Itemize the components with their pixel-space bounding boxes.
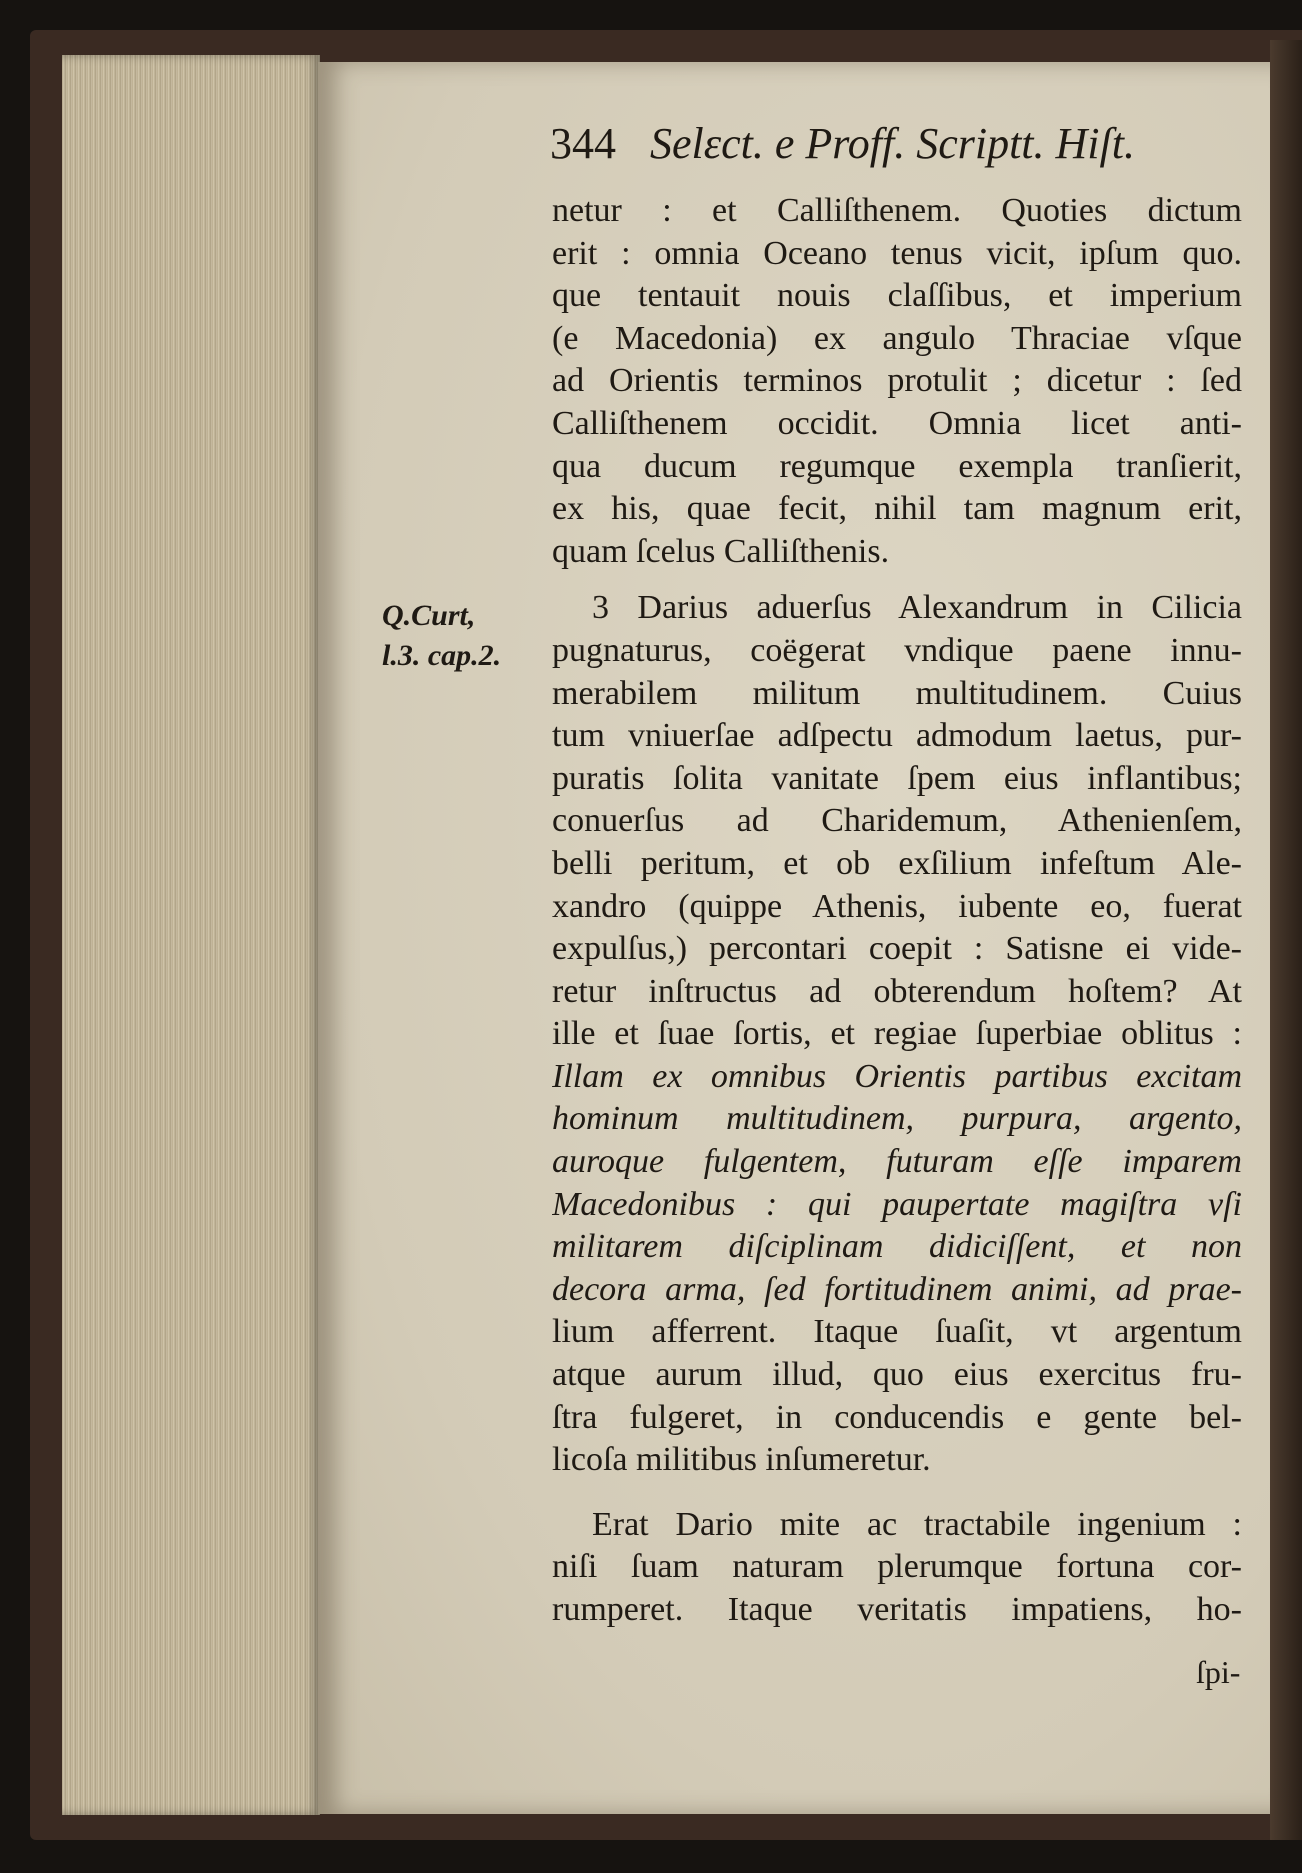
text-line: atque aurum illud, quo eius exercitus fru- [552, 1356, 1242, 1394]
margin-note [382, 596, 552, 676]
text-line: Macedonibus : qui paupertate magiſtra vſi [552, 1185, 1242, 1223]
text-line: quam ſcelus Calliſthenis. [552, 532, 890, 570]
text-line: (e Macedonia) ex angulo Thraciae vſque [552, 319, 1242, 357]
text-line: retur inſtructus ad obterendum hoſtem? At [552, 972, 1242, 1010]
text-line: ex his, quae fecit, nihil tam magnum erit, [552, 490, 1242, 528]
text-line: rumperet. Itaque veritatis impatiens, ho- [552, 1591, 1242, 1628]
margin-note-line: Q.Curt, [382, 599, 476, 632]
page-header [550, 118, 1230, 169]
text-line: xandro (quippe Athenis, iubente eo, fuerat [552, 887, 1242, 925]
text-line: belli peritum, et ob exſilium infeſtum Ale- [552, 844, 1242, 882]
body-text [552, 190, 1242, 1632]
text-line: tum vniuerſae adſpectu admodum laetus, pur- [552, 717, 1242, 755]
text-line: auroque fulgentem, futuram eſſe imparem [552, 1143, 1242, 1181]
catchword: ſpi- [1196, 1654, 1241, 1690]
text-line: 3 Darius aduerſus Alexandrum in Cilicia [592, 589, 1242, 627]
page-number: 344 [550, 119, 616, 168]
text-line: netur : et Calliſthenem. Quoties dictum [552, 192, 1242, 229]
text-line: puratis ſolita vanitate ſpem eius inflantibus; [552, 759, 1242, 797]
running-title: Selεct. e Proff. Scriptt. Hiſt. [650, 119, 1135, 168]
text-line: ſtra fulgeret, in conducendis e gente bel- [552, 1398, 1242, 1436]
text-line: licoſa militibus inſumeretur. [552, 1441, 931, 1479]
text-line: Illam ex omnibus Orientis partibus excitam [552, 1057, 1242, 1095]
text-line: lium afferrent. Itaque ſuaſit, vt argentum [552, 1313, 1242, 1351]
text-line: merabilem militum multitudinem. Cuius [552, 674, 1242, 712]
paragraph-gap [552, 573, 1242, 587]
text-line: decora arma, ſed fortitudinem animi, ad prae- [552, 1270, 1242, 1308]
margin-note-line: l.3. cap.2. [382, 639, 502, 672]
text-line: erit : omnia Oceano tenus vicit, ipſum quo. [552, 234, 1242, 272]
text-line: niſi ſuam naturam plerumque fortuna cor- [552, 1548, 1242, 1586]
text-line: ille et ſuae ſortis, et regiae ſuperbiae oblitus : [552, 1015, 1242, 1053]
text-line: qua ducum regumque exempla tranſierit, [552, 447, 1242, 485]
text-line: que tentauit nouis claſſibus, et imperium [552, 277, 1242, 315]
binding-edge [1270, 40, 1302, 1840]
text-line: ad Orientis terminos protulit ; dicetur : ſed [552, 362, 1242, 400]
page-edges [62, 55, 320, 1815]
paragraph-gap [552, 1482, 1242, 1504]
text-line: Erat Dario mite ac tractabile ingenium : [592, 1505, 1242, 1543]
text-line: hominum multitudinem, purpura, argento, [552, 1100, 1242, 1138]
text-line: Calliſthenem occidit. Omnia licet anti- [552, 404, 1242, 442]
text-line: expulſus,) percontari coepit : Satisne ei vide- [552, 930, 1242, 968]
text-line: pugnaturus, coëgerat vndique paene innu- [552, 631, 1242, 669]
text-line: militarem diſciplinam didiciſſent, et non [552, 1228, 1242, 1266]
text-line: conuerſus ad Charidemum, Athenienſem, [552, 802, 1242, 840]
